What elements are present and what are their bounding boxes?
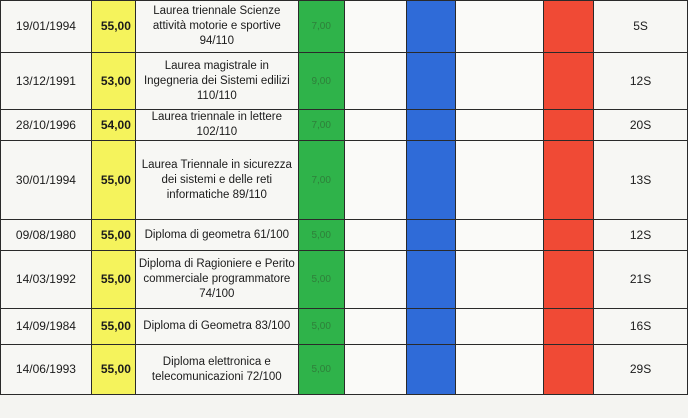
title-cell: Diploma di Geometra 83/100 (135, 309, 298, 345)
table-row (1, 345, 688, 395)
red-cell (544, 220, 594, 251)
blank-cell (344, 110, 406, 141)
table-row (1, 309, 688, 345)
points-cell: 5,00 (298, 251, 344, 309)
title-cell: Diploma di geometra 61/100 (135, 220, 298, 251)
date-cell: 09/08/1980 (1, 220, 92, 251)
points-cell: 5,00 (298, 220, 344, 251)
blue-cell (406, 141, 456, 220)
blue-cell (406, 1, 456, 53)
code-cell: 5S (594, 1, 688, 53)
blue-cell (406, 309, 456, 345)
date-cell: 14/03/1992 (1, 251, 92, 309)
date-cell: 19/01/1994 (1, 1, 92, 53)
title-cell: Diploma di Ragioniere e Perito commerciale programmatore 74/100 (135, 251, 298, 309)
code-cell: 20S (594, 110, 688, 141)
score-cell: 55,00 (91, 141, 135, 220)
red-cell (544, 53, 594, 110)
blank-cell (456, 309, 544, 345)
points-cell: 7,00 (298, 110, 344, 141)
red-cell (544, 309, 594, 345)
title-cell: Laurea Triennale in sicurezza dei sistemi e delle reti informatiche 89/110 (135, 141, 298, 220)
code-cell: 13S (594, 141, 688, 220)
blank-cell (456, 220, 544, 251)
blue-cell (406, 110, 456, 141)
date-cell: 14/09/1984 (1, 309, 92, 345)
red-cell (544, 1, 594, 53)
points-cell: 9,00 (298, 53, 344, 110)
blank-cell (344, 53, 406, 110)
title-cell: Laurea magistrale in Ingegneria dei Sistemi edilizi 110/110 (135, 53, 298, 110)
code-cell: 29S (594, 345, 688, 395)
date-cell: 13/12/1991 (1, 53, 92, 110)
blue-cell (406, 251, 456, 309)
date-cell: 28/10/1996 (1, 110, 92, 141)
blue-cell (406, 53, 456, 110)
blank-cell (456, 251, 544, 309)
blank-cell (456, 53, 544, 110)
blank-cell (344, 251, 406, 309)
title-cell: Laurea triennale in lettere 102/110 (135, 110, 298, 141)
table-row (1, 141, 688, 220)
blank-cell (456, 345, 544, 395)
date-cell: 14/06/1993 (1, 345, 92, 395)
table-row (1, 110, 688, 141)
title-cell: Diploma elettronica e telecomunicazioni 72/100 (135, 345, 298, 395)
table-row (1, 220, 688, 251)
red-cell (544, 251, 594, 309)
red-cell (544, 110, 594, 141)
blank-cell (344, 220, 406, 251)
date-cell: 30/01/1994 (1, 141, 92, 220)
score-cell: 55,00 (91, 345, 135, 395)
table-row (1, 53, 688, 110)
table-row (1, 1, 688, 53)
score-cell: 54,00 (91, 110, 135, 141)
table-row (1, 251, 688, 309)
points-cell: 7,00 (298, 1, 344, 53)
blank-cell (344, 141, 406, 220)
code-cell: 12S (594, 53, 688, 110)
score-cell: 53,00 (91, 53, 135, 110)
blank-cell (456, 1, 544, 53)
code-cell: 21S (594, 251, 688, 309)
score-cell: 55,00 (91, 309, 135, 345)
score-cell: 55,00 (91, 220, 135, 251)
title-cell: Laurea triennale Scienze attività motorie e sportive 94/110 (135, 1, 298, 53)
blank-cell (344, 309, 406, 345)
blue-cell (406, 345, 456, 395)
score-cell: 55,00 (91, 251, 135, 309)
blue-cell (406, 220, 456, 251)
blank-cell (344, 1, 406, 53)
points-cell: 5,00 (298, 309, 344, 345)
blank-cell (456, 110, 544, 141)
code-cell: 12S (594, 220, 688, 251)
red-cell (544, 141, 594, 220)
points-cell: 5,00 (298, 345, 344, 395)
code-cell: 16S (594, 309, 688, 345)
red-cell (544, 345, 594, 395)
blank-cell (456, 141, 544, 220)
points-cell: 7,00 (298, 141, 344, 220)
score-cell: 55,00 (91, 1, 135, 53)
blank-cell (344, 345, 406, 395)
